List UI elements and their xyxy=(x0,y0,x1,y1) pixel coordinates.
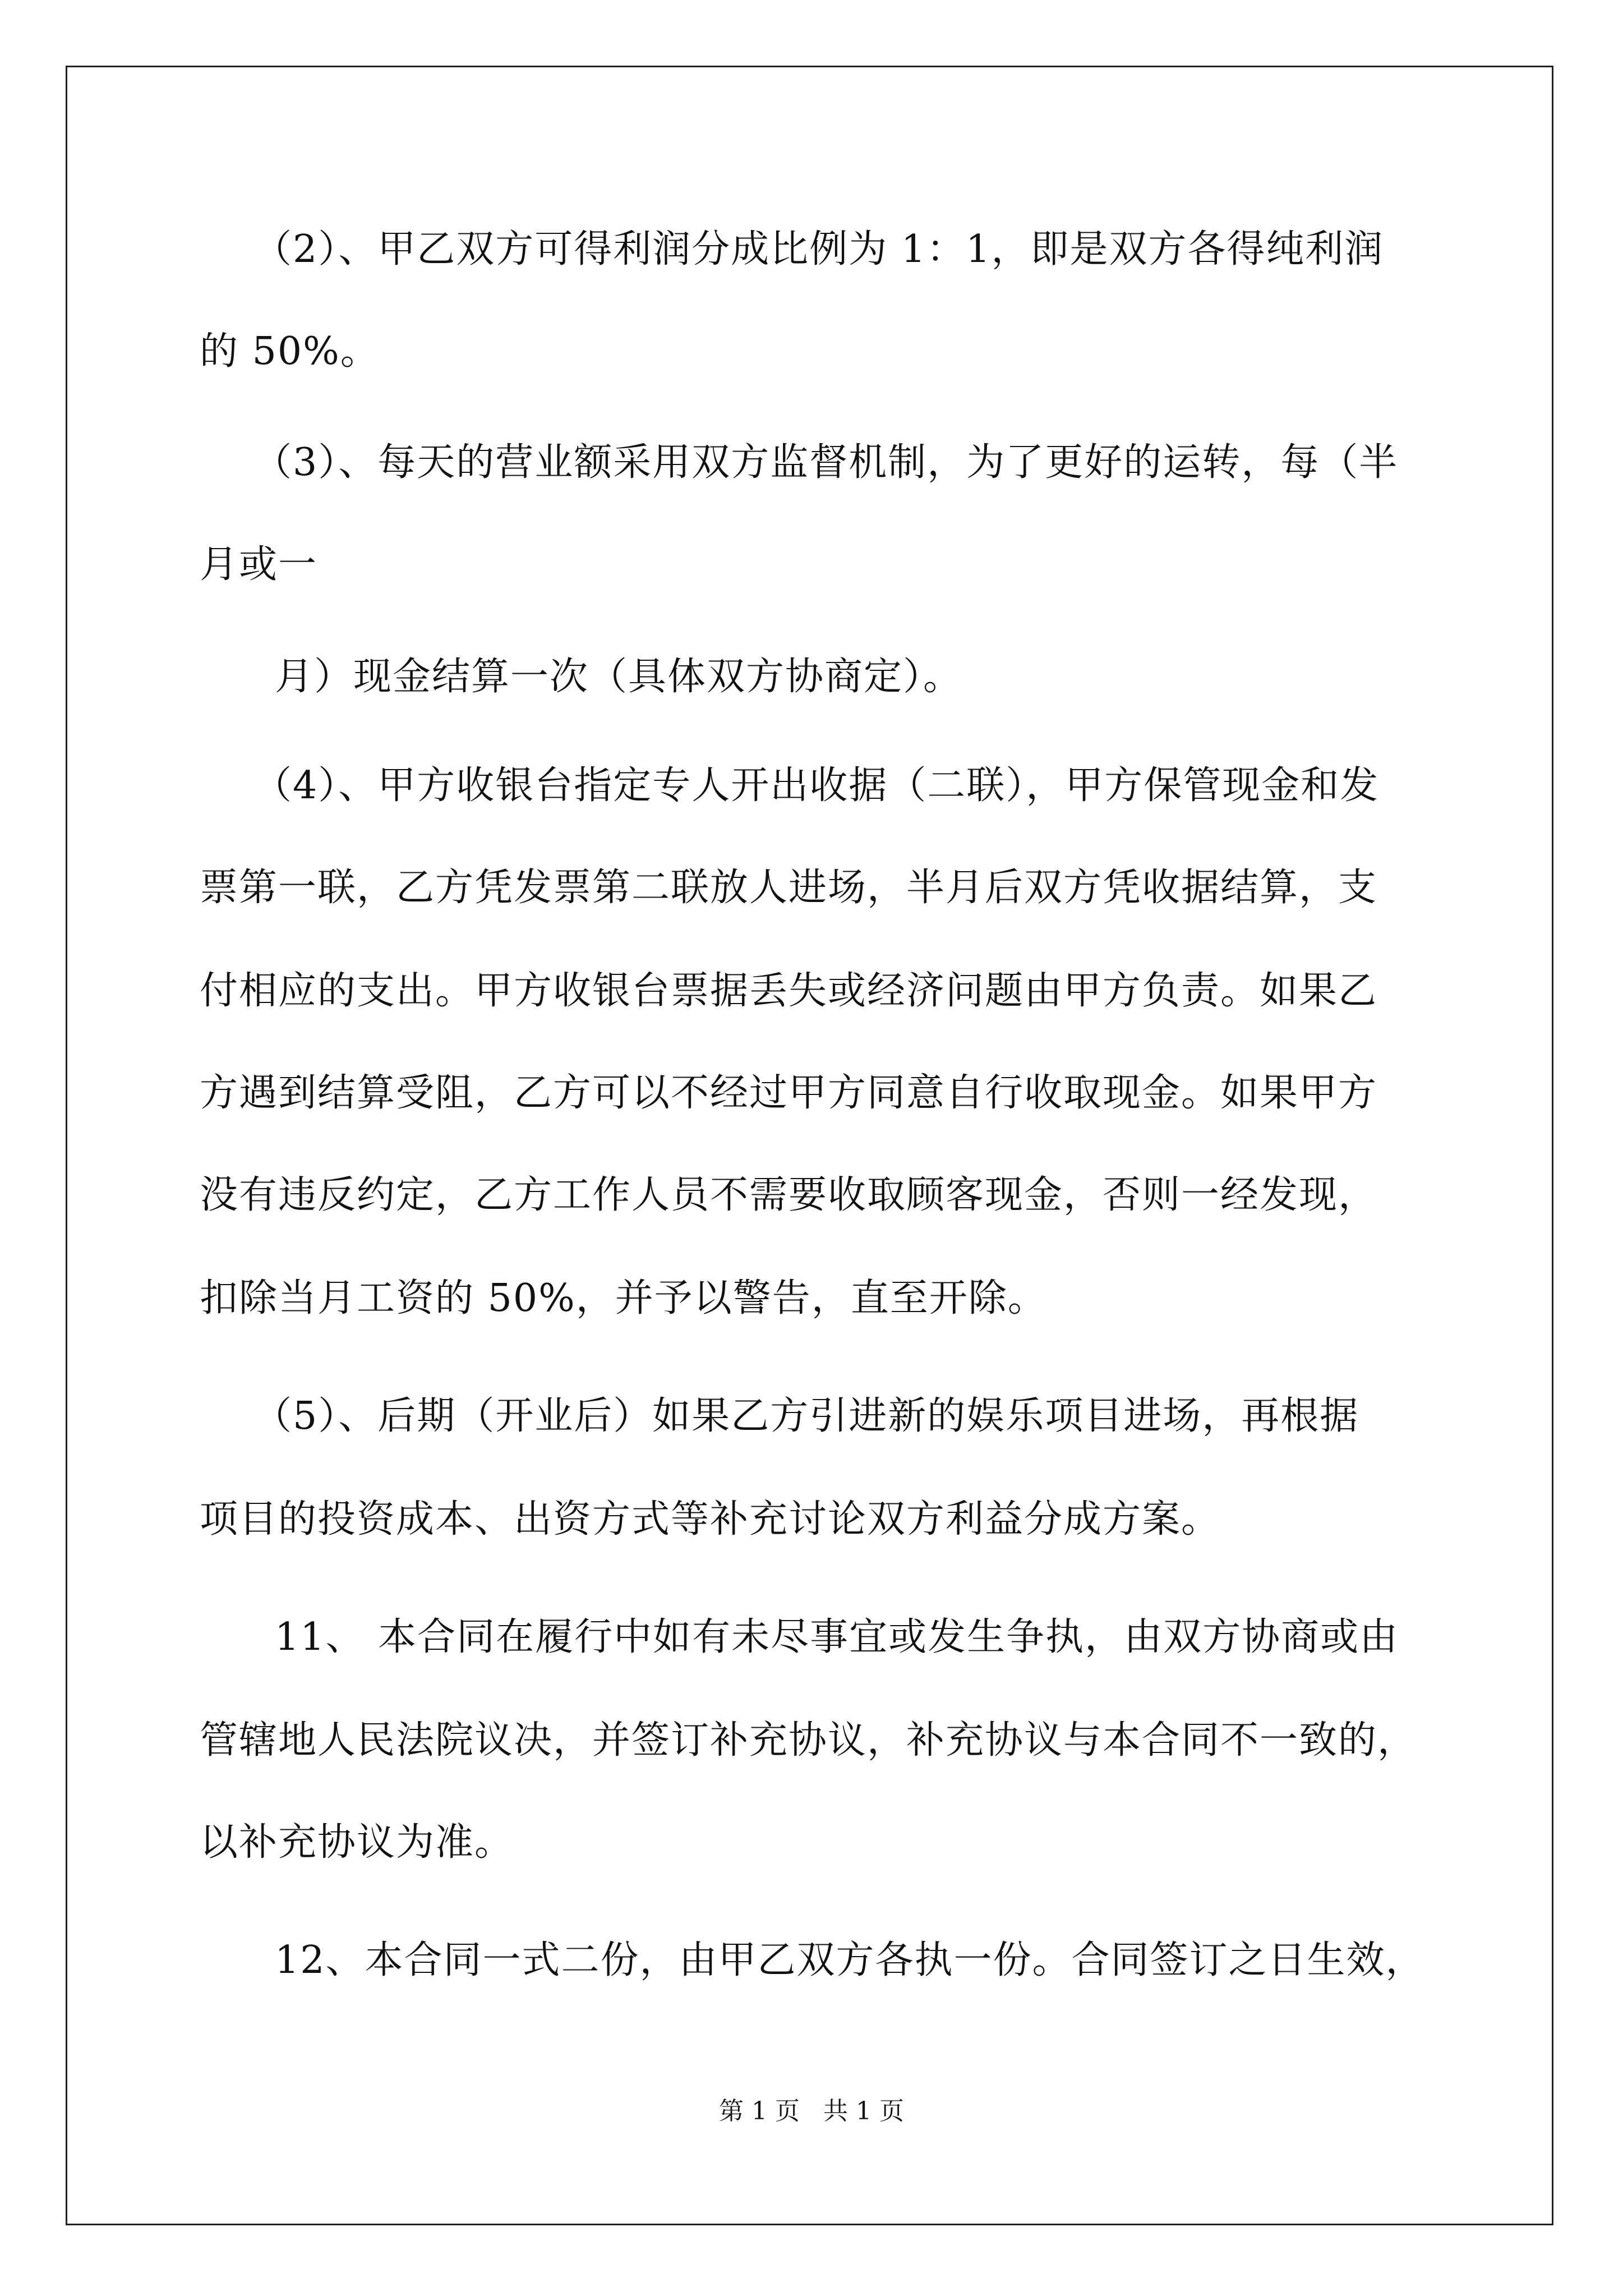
paragraph-line: 以补充协议为准。 xyxy=(200,1820,514,1865)
paragraph-line: 的 50%。 xyxy=(200,329,380,374)
paragraph-line: 方遇到结算受阻，乙方可以不经过甲方同意自行收取现金。如果甲方 xyxy=(200,1071,1378,1115)
paragraph-line: 没有违反约定，乙方工作人员不需要收取顾客现金，否则一经发现， xyxy=(200,1173,1378,1217)
paragraph-line: 11、 本合同在履行中如有未尽事宜或发生争执，由双方协商或由 xyxy=(275,1615,1399,1659)
paragraph-line: 月）现金结算一次（具体双方协商定）。 xyxy=(275,655,963,699)
page-number-footer: 第 1 页 共 1 页 xyxy=(719,2097,904,2125)
paragraph-line: 扣除当月工资的 50%，并予以警告，直至开除。 xyxy=(200,1276,1047,1320)
paragraph-line: 管辖地人民法院议决，并签订补充协议，补充协议与本合同不一致的， xyxy=(200,1718,1417,1763)
paragraph-line: （5）、后期（开业后）如果乙方引进新的娱乐项目进场，再根据 xyxy=(253,1394,1359,1438)
paragraph-line: 票第一联，乙方凭发票第二联放人进场，半月后双方凭收据结算，支 xyxy=(200,866,1378,910)
paragraph-line: （3）、每天的营业额采用双方监督机制，为了更好的运转，每（半 xyxy=(253,440,1399,485)
paragraph-line: （4）、甲方收银台指定专人开出收据（二联），甲方保管现金和发 xyxy=(253,763,1380,808)
paragraph-line: 项目的投资成本、出资方式等补充讨论双方利益分成方案。 xyxy=(200,1497,1221,1542)
paragraph-line: （2）、甲乙双方可得利润分成比例为 1：1，即是双方各得纯利润 xyxy=(253,227,1384,272)
paragraph-line: 12、本合同一式二份，由甲乙双方各执一份。合同签订之日生效， xyxy=(275,1938,1425,1982)
page-border xyxy=(66,66,1553,2225)
paragraph-line: 付相应的支出。甲方收银台票据丢失或经济问题由甲方负责。如果乙 xyxy=(200,969,1378,1013)
paragraph-line: 月或一 xyxy=(200,542,318,587)
